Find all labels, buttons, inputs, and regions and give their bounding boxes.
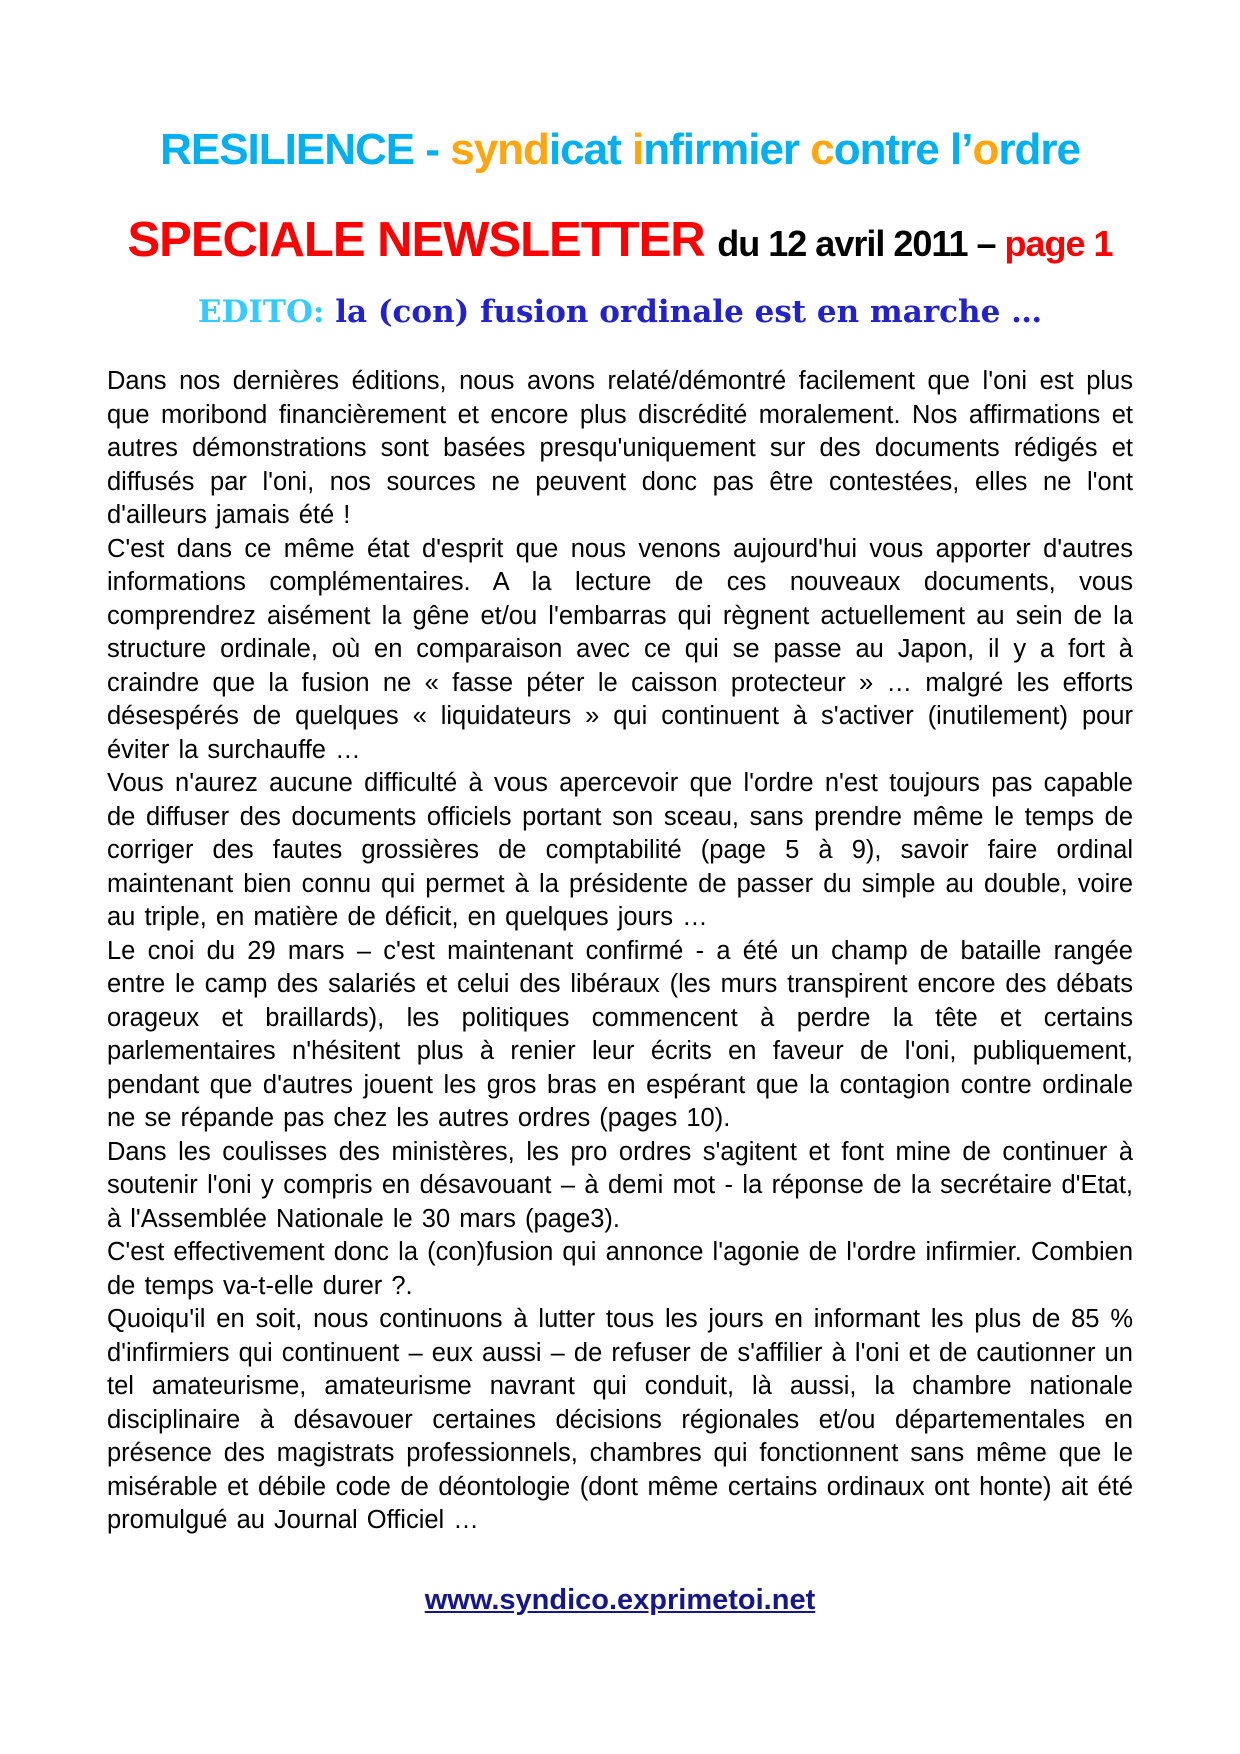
newsletter-date: du 12 avril 2011 –	[717, 223, 1005, 265]
newsletter-page-number: page 1	[1004, 223, 1113, 265]
title-segment: rdre	[998, 125, 1080, 174]
title-segment: ontre l’	[833, 125, 973, 174]
page-title	[107, 126, 1133, 174]
body-paragraph: C'est dans ce même état d'esprit que nous venons aujourd'hui vous apporter d'autres informations complémentaires. A la lecture de ces nouveaux documents, vous comprendrez aisément la gêne et/ou l'embarras qui règnent actuellement au sein de la structure ordinale, où en comparaison avec ce qui se passe au Japon, il y a fort à craindre que la fusion ne « fasse péter le caisson protecteur » … malgré les efforts désespérés de quelques « liquidateurs » qui continuent à s'activer (inutilement) pour éviter la surchauffe …	[107, 534, 1133, 764]
title-segment: i	[631, 125, 644, 174]
newsletter-title	[107, 214, 1133, 268]
title-segment: synd	[450, 125, 549, 174]
edito-heading	[107, 294, 1133, 331]
edito-title: la (con) fusion ordinale est en marche …	[324, 294, 1043, 331]
newsletter-title-main: SPECIALE NEWSLETTER	[127, 213, 718, 268]
title-segment: c	[810, 125, 834, 174]
edito-label: EDITO:	[197, 294, 325, 331]
page-footer	[107, 1584, 1133, 1617]
body-paragraph: C'est effectivement donc la (con)fusion qui annonce l'agonie de l'ordre infirmier. Combien de temps va-t-elle durer ?.	[107, 1238, 1133, 1300]
body-paragraph: Dans nos dernières éditions, nous avons relaté/démontré facilement que l'oni est plus que moribond financièrement et encore plus discrédité moralement. Nos affirmations et autres démonstrations sont basées presqu'uniquement sur des documents rédigés et diffusés par l'oni, nos sources ne peuvent donc pas être contestées, elles ne l'ont d'ailleurs jamais été !	[107, 367, 1133, 530]
body-paragraph: Le cnoi du 29 mars – c'est maintenant confirmé - a été un champ de bataille rangée entre le camp des salariés et celui des libéraux (les murs transpirent encore des débats orageux et braillards), les politiques commencent à perdre la tête et certains parlementaires n'hésitent plus à renier leur écrits en faveur de l'oni, publiquement, pendant que d'autres jouent les gros bras en espérant que la contagion contre ordinale ne se répande pas chez les autres ordres (pages 10).	[107, 936, 1133, 1133]
title-segment: icat	[548, 125, 632, 174]
website-link[interactable]: www.syndico.exprimetoi.net	[424, 1583, 816, 1616]
title-segment: nfirmier	[643, 125, 811, 174]
body-paragraph: Dans les coulisses des ministères, les pro ordres s'agitent et font mine de continuer à soutenir l'oni y compris en désavouant – à demi mot - la réponse de la secrétaire d'Etat, à l'Assemblée Nationale le 30 mars (page3).	[107, 1137, 1133, 1233]
article-body	[107, 365, 1133, 1538]
title-segment: o	[972, 125, 999, 174]
body-paragraph: Quoiqu'il en soit, nous continuons à lutter tous les jours en informant les plus de 85 % d'infirmiers qui continuent – eux aussi – de refuser de s'affilier à l'oni et de cautionner un tel amateurisme, amateurisme navrant qui conduit, là aussi, la chambre nationale disciplinaire à désavouer certaines décisions régionales et/ou départementales en présence des magistrats professionnels, chambres qui fonctionnent sans même que le misérable et débile code de déontologie (dont même certains ordinaux ont honte) ait été promulgué au Journal Officiel …	[107, 1305, 1133, 1535]
title-segment: RESILIENCE -	[160, 125, 451, 174]
body-paragraph: Vous n'aurez aucune difficulté à vous apercevoir que l'ordre n'est toujours pas capable de diffuser des documents officiels portant son sceau, sans prendre même le temps de corriger des fautes grossières de comptabilité (page 5 à 9), savoir faire ordinal maintenant bien connu qui permet à la présidente de passer du simple au double, voire au triple, en matière de déficit, en quelques jours …	[107, 769, 1133, 932]
